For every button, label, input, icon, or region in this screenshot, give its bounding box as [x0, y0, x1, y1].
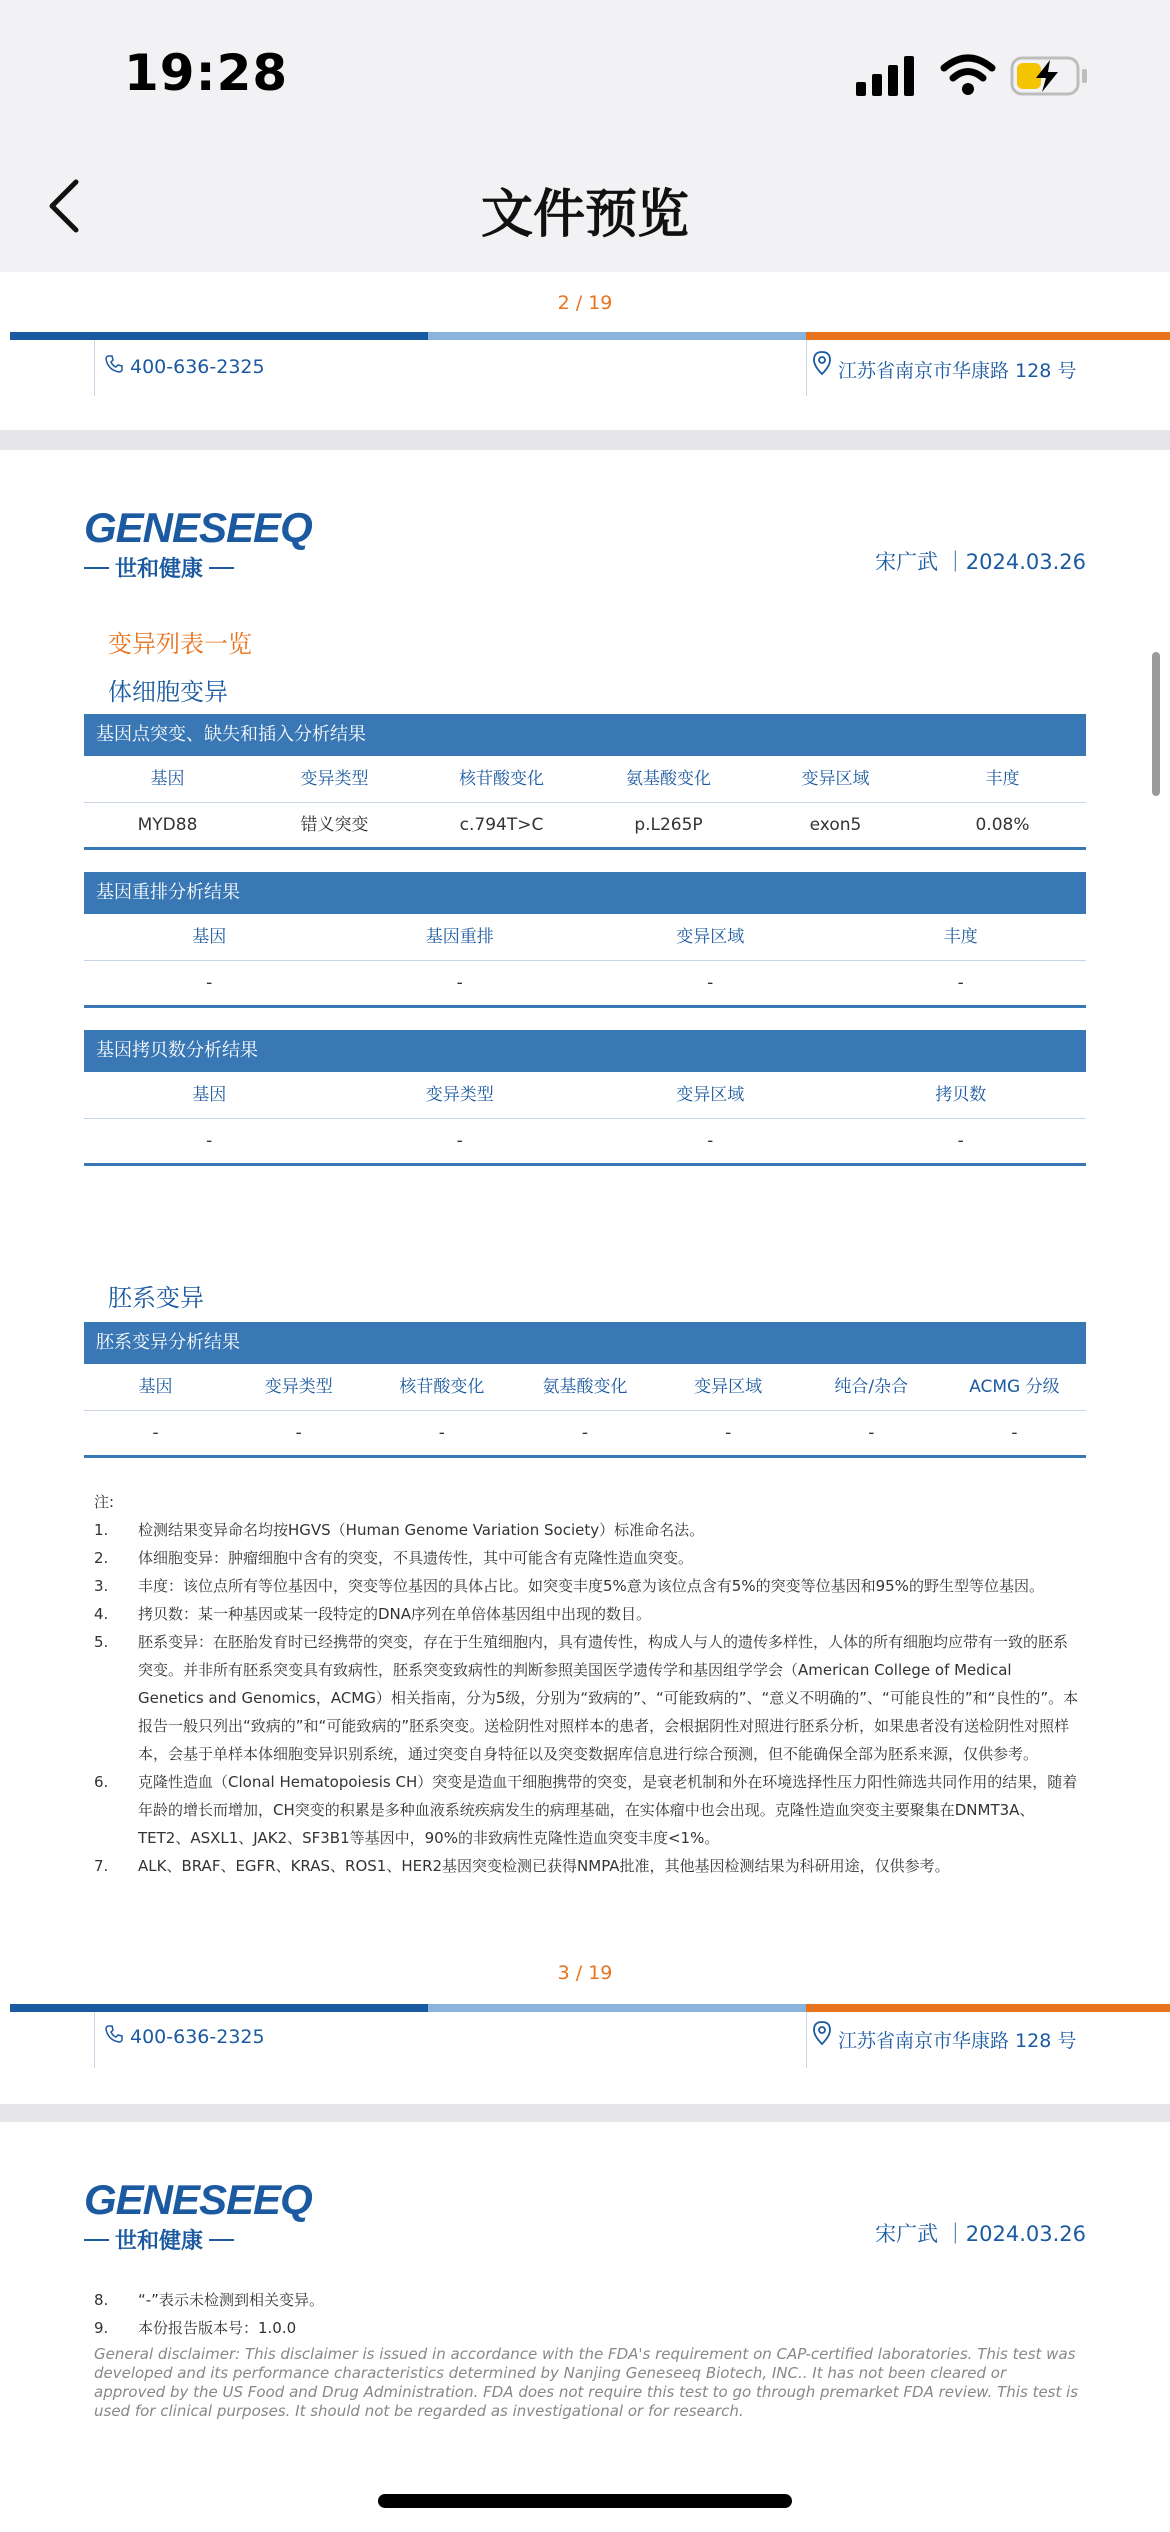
note-text: “-”表示未检测到相关变异。: [138, 2291, 324, 2309]
table-header: [84, 914, 1086, 961]
table-cell: -: [456, 1131, 463, 1151]
note-number: 2.: [94, 1549, 109, 1567]
germline-table: [84, 1322, 1086, 1458]
home-indicator[interactable]: [378, 2494, 792, 2508]
table-cell: -: [707, 1131, 714, 1151]
table-cell: -: [206, 1131, 213, 1151]
table-cell: exon5: [809, 815, 862, 835]
notes-section: [94, 2286, 1080, 2342]
table-cell: -: [438, 1423, 445, 1443]
page-number: 2 / 19: [557, 292, 613, 314]
page-title: 文件预览: [480, 185, 689, 245]
header-cell: 变异区域: [676, 1085, 745, 1105]
note-text: 检测结果变异命名均按HGVS（Human Genome Variation Society）标准命名法。: [138, 1521, 705, 1539]
table-header: [84, 1072, 1086, 1119]
logo-subtitle-row: [84, 2224, 234, 2255]
snv-table: [84, 714, 1086, 850]
note-item: [94, 1628, 1080, 1768]
note-item: [94, 2286, 1080, 2314]
phone-icon: [104, 2024, 124, 2044]
footer-address: 江苏省南京市华康路 128 号: [838, 360, 1077, 382]
note-text: 拷贝数：某一种基因或某一段特定的DNA序列在单倍体基因组中出现的数目。: [138, 1605, 652, 1623]
germline-title: 胚系变异: [108, 1284, 204, 1312]
header-cell: 变异类型: [300, 769, 369, 789]
header-cell: 变异区域: [801, 769, 870, 789]
battery-charging-icon: [1010, 56, 1088, 96]
germline-table-title: 胚系变异分析结果: [84, 1322, 1086, 1364]
header-cell: 变异区域: [694, 1377, 763, 1397]
header-cell: 基因: [138, 1377, 173, 1397]
footer-address: 江苏省南京市华康路 128 号: [838, 2030, 1077, 2052]
note-number: 8.: [94, 2291, 109, 2309]
footer-bar-light: [428, 332, 806, 340]
header-cell: 氨基酸变化: [626, 769, 711, 789]
wifi-icon: [940, 54, 996, 96]
note-number: 1.: [94, 1521, 109, 1539]
footer-bar-light: [428, 2004, 806, 2012]
note-item: [94, 1768, 1080, 1852]
note-text: 胚系变异：在胚胎发育时已经携带的突变，存在于生殖细胞内，具有遗传性，构成人与人的遗传多样性，人体的所有细胞均应带有一致的胚系突变。并非所有胚系突变具有致病性，胚系突变致病性的判断参照美国医学遗传学和基因组学学会（American College of Medical Genetics and Genomics，ACMG）相关指南，分为5级，分别为“致病的”、“可能致病的”、“意义不明确的”、“可能良性的”和“良性的”。本报告一般只列出“致病的”和“可能致病的”胚系突变。送检阴性对照样本的患者，会根据阴性对照进行胚系分析，如果患者没有送检阴性对照样本，会基于单样本体细胞变异识别系统，通过突变自身特征以及突变数据库信息进行综合预测，但不能确保全部为胚系来源，仅供参考。: [138, 1633, 1079, 1763]
header-cell: 丰度: [943, 927, 978, 947]
header-cell: 拷贝数: [935, 1085, 987, 1105]
table-row: [84, 1119, 1086, 1166]
header-cell: ACMG 分级: [969, 1377, 1060, 1397]
report-name-date: 宋广武 ｜2024.03.26: [875, 550, 1086, 574]
table-cell: -: [707, 973, 714, 993]
header-cell: 丰度: [985, 769, 1020, 789]
table-cell: -: [152, 1423, 159, 1443]
note-item: [94, 1572, 1080, 1600]
note-item: [94, 1516, 1080, 1544]
table-header: [84, 1364, 1086, 1411]
logo-subtitle-row: [84, 552, 234, 583]
phone-icon: [104, 354, 124, 374]
report-name-date: 宋广武 ｜2024.03.26: [875, 2222, 1086, 2246]
table-cell: -: [206, 973, 213, 993]
header-cell: 变异类型: [264, 1377, 333, 1397]
table-cell: -: [456, 973, 463, 993]
table-header: [84, 756, 1086, 803]
general-disclaimer: General disclaimer: This disclaimer is issued in accordance with the FDA's requirement on CAP-certified laboratories. This test was developed and its performance characteristics determined by Nanjing Geneseeq Biotech, INC.. It has not been cleared or approved by the US Food and Drug Administration. FDA does not require this test to go through premarket FDA review. This test is used for clinical purposes. It should not be regarded as investigational or for research.: [94, 2345, 1079, 2420]
note-text: 体细胞变异：肿瘤细胞中含有的突变，不具遗传性，其中可能含有克隆性造血突变。: [138, 1549, 694, 1567]
header-cell: 基因: [192, 1085, 227, 1105]
footer-phone: 400-636-2325: [130, 356, 265, 378]
rearrangement-table-title: 基因重排分析结果: [84, 872, 1086, 914]
note-number: 9.: [94, 2319, 109, 2337]
location-pin-icon: [812, 350, 832, 376]
notes-label: 注:: [94, 1493, 115, 1511]
note-number: 6.: [94, 1773, 109, 1791]
location-pin-icon: [812, 2020, 832, 2046]
note-item: [94, 1544, 1080, 1572]
snv-table-title: 基因点突变、缺失和插入分析结果: [84, 714, 1086, 756]
note-number: 4.: [94, 1605, 109, 1623]
geneseeq-logo: GENESEEQ: [84, 504, 312, 551]
header-cell: 基因重排: [425, 927, 494, 947]
header-cell: 变异区域: [676, 927, 745, 947]
table-cell: MYD88: [137, 815, 198, 835]
header-cell: 基因: [192, 927, 227, 947]
note-number: 7.: [94, 1857, 109, 1875]
header-cell: 氨基酸变化: [542, 1377, 628, 1397]
page-number: 3 / 19: [557, 1962, 613, 1984]
table-cell: -: [1011, 1423, 1018, 1443]
header-cell: 纯合/杂合: [834, 1377, 909, 1397]
rearrangement-table: [84, 872, 1086, 1008]
note-number: 5.: [94, 1633, 109, 1651]
header-cell: 核苷酸变化: [459, 769, 544, 789]
footer-phone: 400-636-2325: [130, 2026, 265, 2048]
status-time: 19:28: [124, 44, 289, 102]
logo-subtitle: 世和健康: [115, 557, 204, 582]
geneseeq-logo: GENESEEQ: [84, 2176, 312, 2223]
note-text: 丰度：该位点所有等位基因中，突变等位基因的具体占比。如突变丰度5%意为该位点含有5%的突变等位基因和95%的野生型等位基因。: [138, 1577, 1044, 1595]
somatic-title: 体细胞变异: [108, 678, 228, 706]
table-cell: -: [725, 1423, 732, 1443]
footer-bar-blue: [10, 2004, 428, 2012]
note-item: [94, 1600, 1080, 1628]
note-text: 本份报告版本号：1.0.0: [138, 2319, 297, 2337]
table-cell: c.794T>C: [459, 815, 544, 835]
table-row: [84, 803, 1086, 850]
table-cell: -: [581, 1423, 589, 1443]
table-cell: -: [957, 1131, 964, 1151]
footer-bar-orange: [806, 2004, 1170, 2012]
note-item: [94, 2314, 1080, 2342]
table-cell: -: [957, 973, 964, 993]
table-cell: -: [295, 1423, 302, 1443]
table-row: [84, 1411, 1086, 1458]
table-cell: p.L265P: [634, 815, 703, 835]
note-text: ALK、BRAF、EGFR、KRAS、ROS1、HER2基因突变检测已获得NMPA批准，其他基因检测结果为科研用途，仅供参考。: [138, 1857, 950, 1875]
table-cell: -: [868, 1423, 875, 1443]
note-number: 3.: [94, 1577, 109, 1595]
footer-bar-orange: [806, 332, 1170, 340]
variant-list-title: 变异列表一览: [108, 630, 252, 658]
notes-section: [94, 1488, 1080, 1880]
footer-bar-blue: [10, 332, 428, 340]
header-cell: 变异类型: [425, 1085, 494, 1105]
cnv-table-title: 基因拷贝数分析结果: [84, 1030, 1086, 1072]
note-item: [94, 1852, 1080, 1880]
note-text: 克隆性造血（Clonal Hematopoiesis CH）突变是造血干细胞携带的突变，是衰老机制和外在环境选择性压力阳性筛选共同作用的结果，随着年龄的增长而增加，CH突变的积累是多种血液系统疾病发生的病理基础，在实体瘤中也会出现。克隆性造血突变主要聚集在DNMT3A、TET2、ASXL1、JAK2、SF3B1等基因中，90%的非致病性克隆性造血突变丰度<1%。: [138, 1773, 1078, 1847]
header-cell: 核苷酸变化: [399, 1377, 485, 1397]
table-row: [84, 961, 1086, 1008]
cnv-table: [84, 1030, 1086, 1166]
cellular-signal-icon: [856, 56, 916, 96]
header-cell: 基因: [150, 769, 185, 789]
table-cell: 错义突变: [300, 815, 369, 835]
scrollbar[interactable]: [1152, 652, 1160, 796]
logo-subtitle: 世和健康: [115, 2229, 204, 2254]
table-cell: 0.08%: [975, 815, 1030, 835]
